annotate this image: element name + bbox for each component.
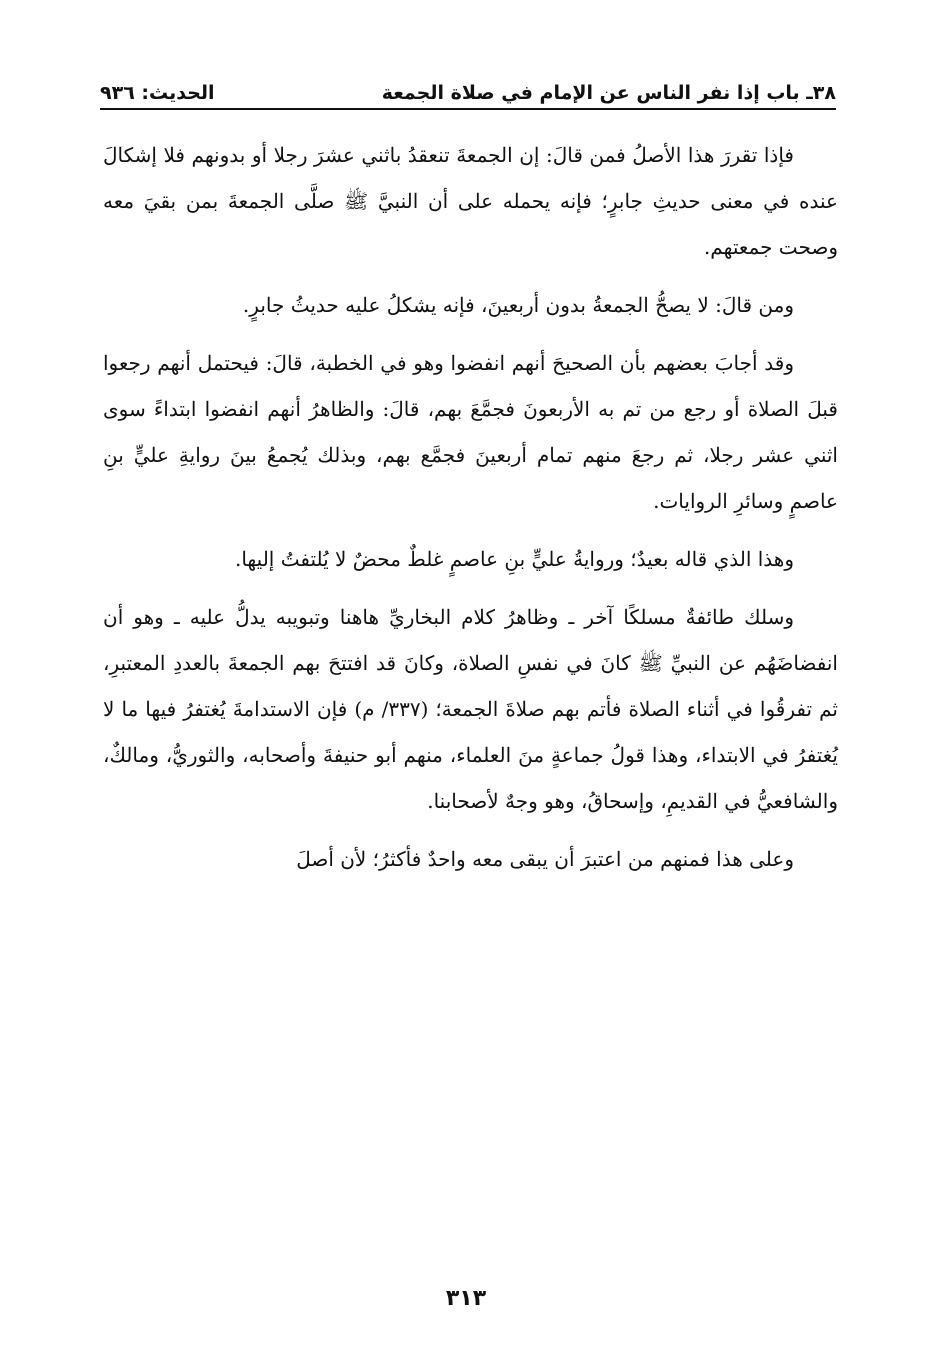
- paragraph: وسلك طائفةٌ مسلكًا آخر ـ وظاهرُ كلام البخاريِّ هاهنا وتبويبه يدلُّ عليه ـ وهو أن انفضاضَهُم عن النبيِّ ﷺ كانَ في نفسِ الصلاة، وكانَ قد افتتحَ بهم الجمعةَ بالعددِ المعتبرِ، ثم تفرقُوا في أثناء الصلاة فأتم بهم صلاةَ الجمعة؛ (٣٣٧/ م) فإن الاستدامةَ يُغتفرُ فيها ما لا يُغتفرُ في الابتداء، وهذا قولُ جماعةٍ منَ العلماء، منهم أبو حنيفةَ وأصحابه، والثوريُّ، ومالكٌ، والشافعيُّ في القديمِ، وإسحاقُ، وهو وجهٌ لأصحابنا.: [103, 605, 838, 813]
- paragraph: وقد أجابَ بعضهم بأن الصحيحَ أنهم انفضوا وهو في الخطبة، قالَ: فيحتمل أنهم رجعوا قبلَ الصلاة أو رجع من تم به الأربعونَ فجمَّعَ بهم، قالَ: والظاهرُ أنهم انفضوا ابتداءً سوى اثني عشر رجلا، ثم رجعَ منهم تمام أربعينَ فجمَّع بهم، وبذلك يُجمعُ بينَ روايةِ عليٍّ بنِ عاصمٍ وسائرِ الروايات.: [103, 351, 838, 513]
- paragraph: وهذا الذي قاله بعيدٌ؛ وروايةُ عليٍّ بنِ عاصمٍ غلطٌ محضٌ لا يُلتفتُ إليها.: [234, 547, 794, 571]
- paragraph: فإذا تقررَ هذا الأصلُ فمن قالَ: إن الجمعةَ تنعقدُ باثني عشرَ رجلا أو بدونهم فلا إشكالَ عنده في معنى حديثِ جابرٍ؛ فإنه يحمله على أن النبيَّ ﷺ صلَّى الجمعةَ بمن بقيَ معه وصحت جمعتهم.: [103, 143, 838, 259]
- body-text: [103, 132, 838, 894]
- header-divider: [100, 108, 836, 110]
- paragraph: ومن قالَ: لا يصحُّ الجمعةُ بدون أربعينَ، فإنه يشكلُ عليه حديثُ جابرٍ.: [242, 293, 794, 317]
- hadith-number: الحديث: ٩٣٦: [100, 82, 215, 104]
- page-number: ٣١٣: [445, 1286, 487, 1311]
- running-header: [100, 70, 836, 104]
- paragraph: وعلى هذا فمنهم من اعتبرَ أن يبقى معه واحدٌ فأكثرُ؛ لأن أصلَ: [296, 847, 794, 871]
- chapter-title: ٣٨ـ باب إذا نفر الناس عن الإمام في صلاة الجمعة: [381, 82, 836, 104]
